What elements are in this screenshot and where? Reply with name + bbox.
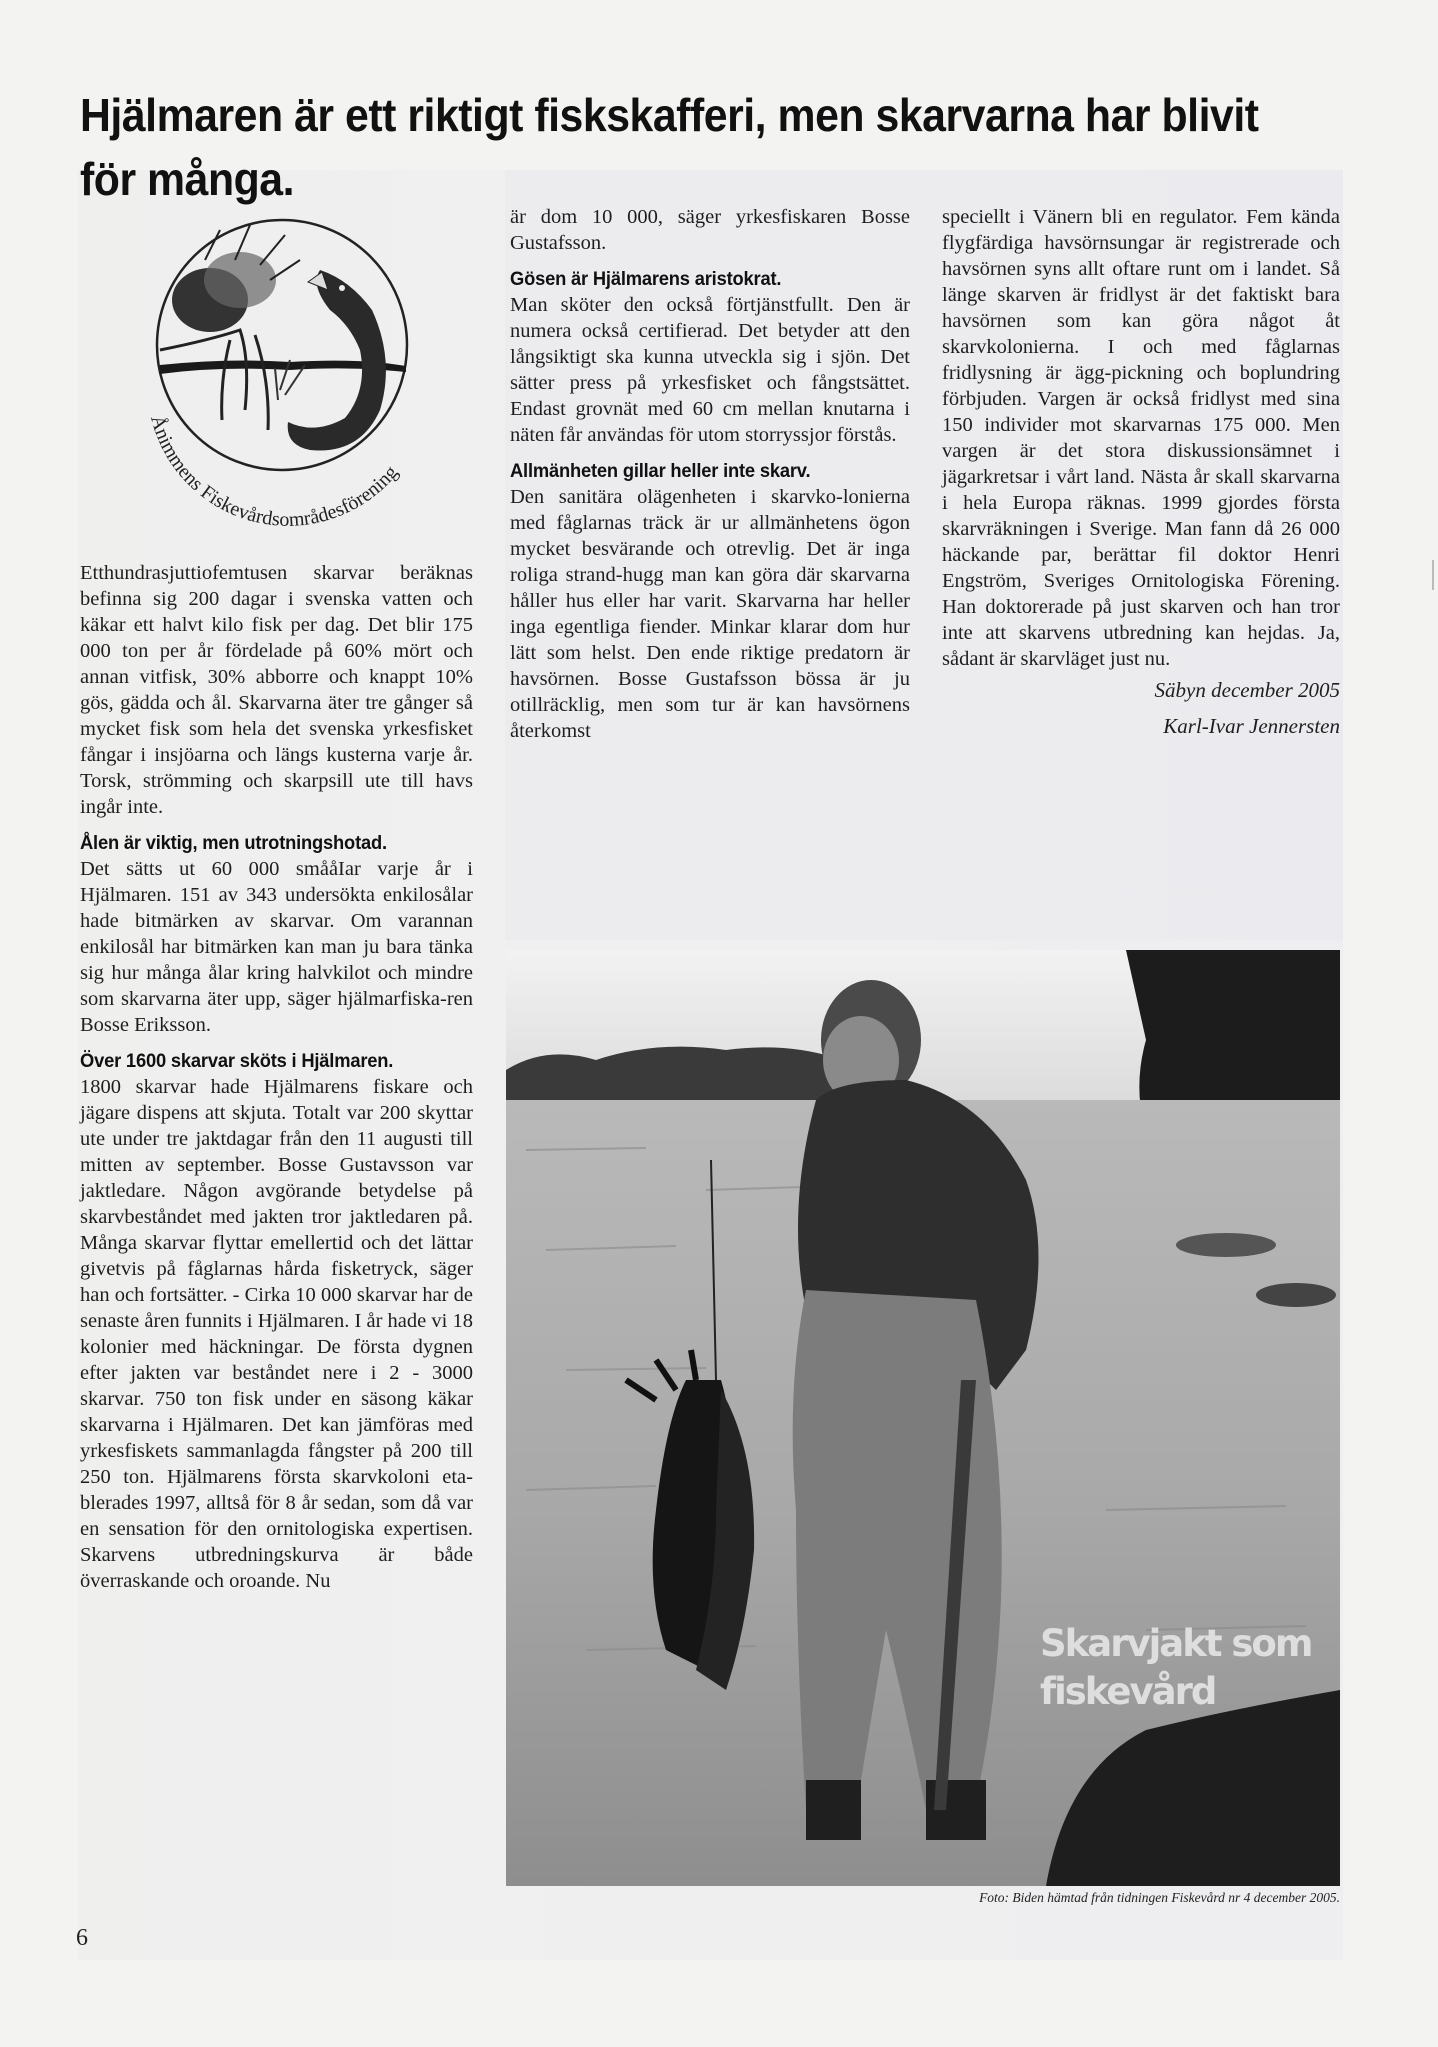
paragraph: Etthundrasjuttiofemtusen skarvar beräknas befinna sig 200 dagar i svenska vatten och käkar ett halvt kilo fisk per dag. Det blir 175 000 ton per år fördelade på 60% mört och annan vitfisk, 30% abborre och knappt 10% gös, gädda och ål. Skarvarna äter tre gånger så mycket fisk som hela det svenska yrkesfisket fångar i insjöarna och längs kusterna varje år. Torsk, strömming och skarpsill ute till havs ingår inte. (80, 562, 473, 818)
article-column-1 (80, 560, 473, 1594)
paragraph: 1800 skarvar hade Hjälmarens fiskare och jägare dispens att skjuta. Totalt var 200 skyttar ute under tre jaktdagar från den 11 augusti till mitten av september. Bosse Gustavsson var jaktledare. Någon avgörande betydelse på skarvbeståndet med jakten tror jaktledaren på. Många skarvar flyttar emellertid och det lättar givetvis på fåglarnas hårda fisketryck, säger han och fortsätter. - Cirka 10 000 skarvar har de senaste åren funnits i Hjälmaren. I år hade vi 18 kolonier med häckningar. De första dygnen efter jakten var beståndet nere i 2 - 3000 skarvar. 750 ton fisk under en säsong käkar skarvarna i Hjälmaren. Det kan jämföras med yrkesfiskets sammanlagda fångster på 200 till 250 ton. Hjälmarens första skarvkoloni eta-blerades 1997, alltså för 8 år sedan, som då var en sensation för den ornitologiska expertisen. Skarvens utbredningskurva är både överraskande och oroande. Nu (80, 1076, 473, 1592)
paragraph: Den sanitära olägenheten i skarvko-lonierna med fåglarnas träck är ur allmänhetens ögon mycket besvärande och otrevlig. Det är inga roliga strand-hugg man kan göra där skarvarna håller hus eller har varit. Skarvarna har heller inga egentliga fiender. Minkar klarar dom hur lätt som helst. Den ende riktige predatorn är havsörnen. Bosse Gustafsson bössa är ju otillräcklig, men som tur är kan havsörnens återkomst (510, 486, 910, 742)
article-photo (506, 950, 1340, 1886)
place-date: Säbyn december 2005 (1154, 678, 1340, 702)
subheading: Ålen är viktig, men utrotningshotad. (80, 832, 387, 854)
hunter-photo-illustration (506, 950, 1340, 1886)
article-column-3 (942, 204, 1340, 744)
paragraph: är dom 10 000, säger yrkesfiskaren Bosse Gustafsson. (510, 206, 910, 254)
photo-overlay-title: Skarvjakt som fiskevård (1040, 1622, 1312, 1713)
subheading: Allmänheten gillar heller inte skarv. (510, 460, 811, 482)
subheading: Över 1600 skarvar sköts i Hjälmaren. (80, 1050, 394, 1072)
association-logo (110, 190, 455, 550)
paragraph: Man sköter den också förtjänstfullt. Den är numera också certifierad. Det betyder att den långsiktigt ska kunna utveckla sig i sjön. Det sätter press på yrkesfisket och fångstsättet. Endast grovnät med 60 cm mellan knutarna i näten får användas för utom storryssjor förstås. (510, 294, 910, 446)
photo-caption: Foto: Biden hämtad från tidningen Fiskevård nr 4 december 2005. (979, 1890, 1340, 1905)
article-column-2 (510, 204, 910, 744)
paragraph: speciellt i Vänern bli en regulator. Fem kända flygfärdiga havsörnsungar är registrerade och havsörnen syns allt oftare runt om i landet. Så länge skarven är fridlyst är det faktiskt bara havsörnen som kan göra något åt skarvkolonierna. I och med fåglarnas fridlysning är ägg-pickning och boplundring förbjuden. Vargen är också fridlyst med sina 150 individer mot skarvarnas 175 000. Men vargen är det stora diskussionsämnet i jägarkretsar i vårt land. Nästa år skall skarvarna i hela Europa räknas. 1999 gjordes första skarvräkningen i Sverige. Man fann då 26 000 häckande par, berättar fil doktor Henri Engström, Sveriges Ornitologiska Förening. Han doktorerade på just skarven och han tror inte att skarvens utbredning kan hejdas. Ja, sådant är skarvläget just nu. (942, 206, 1340, 670)
author-name: Karl-Ivar Jennersten (1163, 714, 1340, 738)
scan-edge-mark (1432, 560, 1434, 590)
subheading: Gösen är Hjälmarens aristokrat. (510, 268, 782, 290)
logo-ring-text: Ånimmens Fiskevårdsområdesförening (146, 412, 403, 532)
article-title: Hjälmaren är ett riktigt fiskskafferi, men skarvarna har blivit för många. (80, 88, 1259, 205)
paragraph: Det sätts ut 60 000 smååIar varje år i Hjälmaren. 151 av 343 undersökta enkilosålar hade bitmärken av skarvar. Om varannan enkilosål har bitmärken kan man ju bara tänka sig hur många ålar kring halvkilot och mindre som skarvarna äter upp, säger hjälmarfiska-ren Bosse Eriksson. (80, 858, 473, 1036)
pike-and-tree-emblem-icon (110, 190, 455, 550)
page-number: 6 (76, 1925, 88, 1951)
